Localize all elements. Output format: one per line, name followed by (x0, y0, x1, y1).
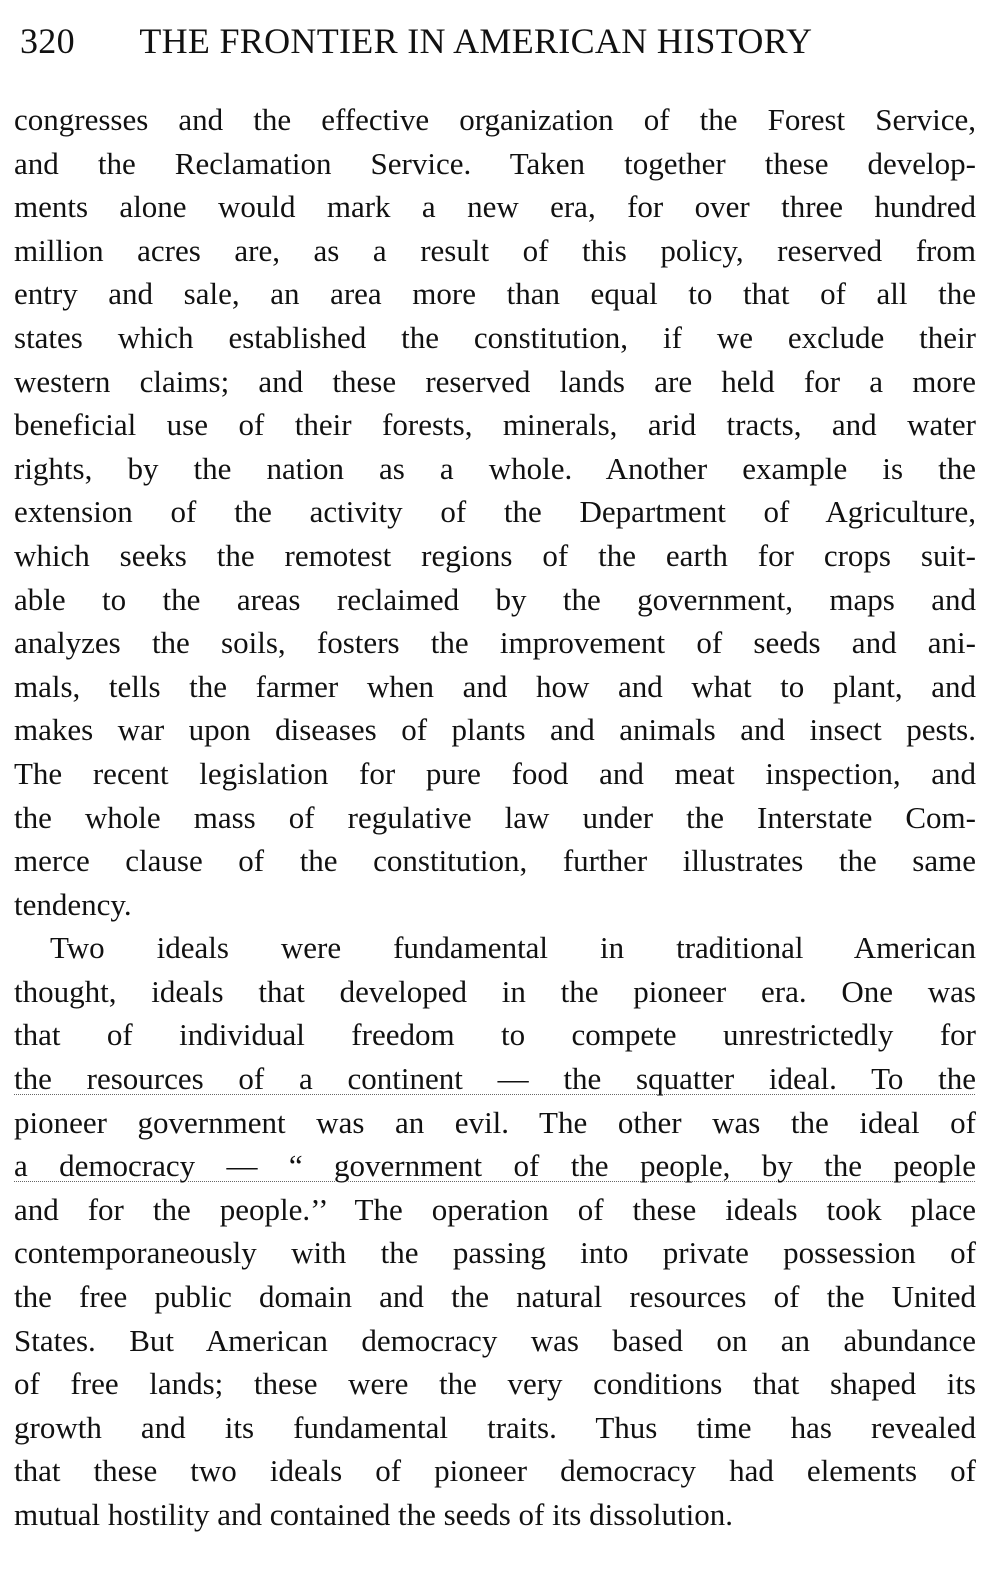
text-line: contemporaneously with the passing into private possession of (14, 1235, 976, 1271)
paragraph-2 (14, 926, 976, 1536)
text-line: of free lands; these were the very conditions that shaped its (14, 1366, 976, 1402)
text-line: States. But American democracy was based on an abundance (14, 1322, 976, 1358)
text-line-underlined: a democracy — “ government of the people, by the people (14, 1148, 976, 1184)
text-line: pioneer government was an evil. The other was the ideal of (14, 1104, 976, 1140)
text-line: analyzes the soils, fosters the improvement of seeds and ani- (14, 625, 976, 661)
text-line: million acres are, as a result of this policy, reserved from (14, 232, 976, 268)
running-title: THE FRONTIER IN AMERICAN HISTORY (139, 21, 813, 61)
text-line: able to the areas reclaimed by the government, maps and (14, 581, 976, 617)
text-line: beneficial use of their forests, minerals, arid tracts, and water (14, 407, 976, 443)
page-header (20, 16, 980, 66)
text-line: that of individual freedom to compete unrestrictedly for (14, 1017, 976, 1053)
text-line: and the Reclamation Service. Taken together these develop- (14, 145, 976, 181)
text-line: congresses and the effective organization of the Forest Service, (14, 102, 976, 137)
text-line: ments alone would mark a new era, for over three hundred (14, 189, 976, 225)
text-line: and for the people.’’ The operation of these ideals took place (14, 1191, 976, 1227)
text-line: the whole mass of regulative law under the Interstate Com- (14, 799, 976, 835)
text-line: that these two ideals of pioneer democracy had elements of (14, 1453, 976, 1489)
text-line: growth and its fundamental traits. Thus time has revealed (14, 1409, 976, 1445)
text-line: merce clause of the constitution, further illustrates the same (14, 843, 976, 879)
text-line: the free public domain and the natural resources of the United (14, 1279, 976, 1315)
text-line: thought, ideals that developed in the pioneer era. One was (14, 973, 976, 1009)
text-line: entry and sale, an area more than equal to that of all the (14, 276, 976, 312)
body-text (14, 98, 976, 1537)
text-line: makes war upon diseases of plants and animals and insect pests. (14, 712, 976, 748)
text-line: mutual hostility and contained the seeds of its dissolution. (14, 1497, 733, 1532)
text-line: mals, tells the farmer when and how and what to plant, and (14, 668, 976, 704)
text-line: states which established the constitution, if we exclude their (14, 319, 976, 355)
paragraph-1 (14, 98, 976, 926)
text-line: rights, by the nation as a whole. Another example is the (14, 450, 976, 486)
text-line: tendency. (14, 886, 132, 922)
text-line: extension of the activity of the Department of Agriculture, (14, 494, 976, 530)
text-line: The recent legislation for pure food and meat inspection, and (14, 755, 976, 791)
page-number: 320 (20, 21, 75, 61)
text-line: western claims; and these reserved lands are held for a more (14, 363, 976, 399)
text-line-underlined: the resources of a continent — the squatter ideal. To the (14, 1061, 976, 1097)
text-line: which seeks the remotest regions of the earth for crops suit- (14, 537, 976, 573)
text-line: Two ideals were fundamental in traditional American (50, 930, 976, 966)
